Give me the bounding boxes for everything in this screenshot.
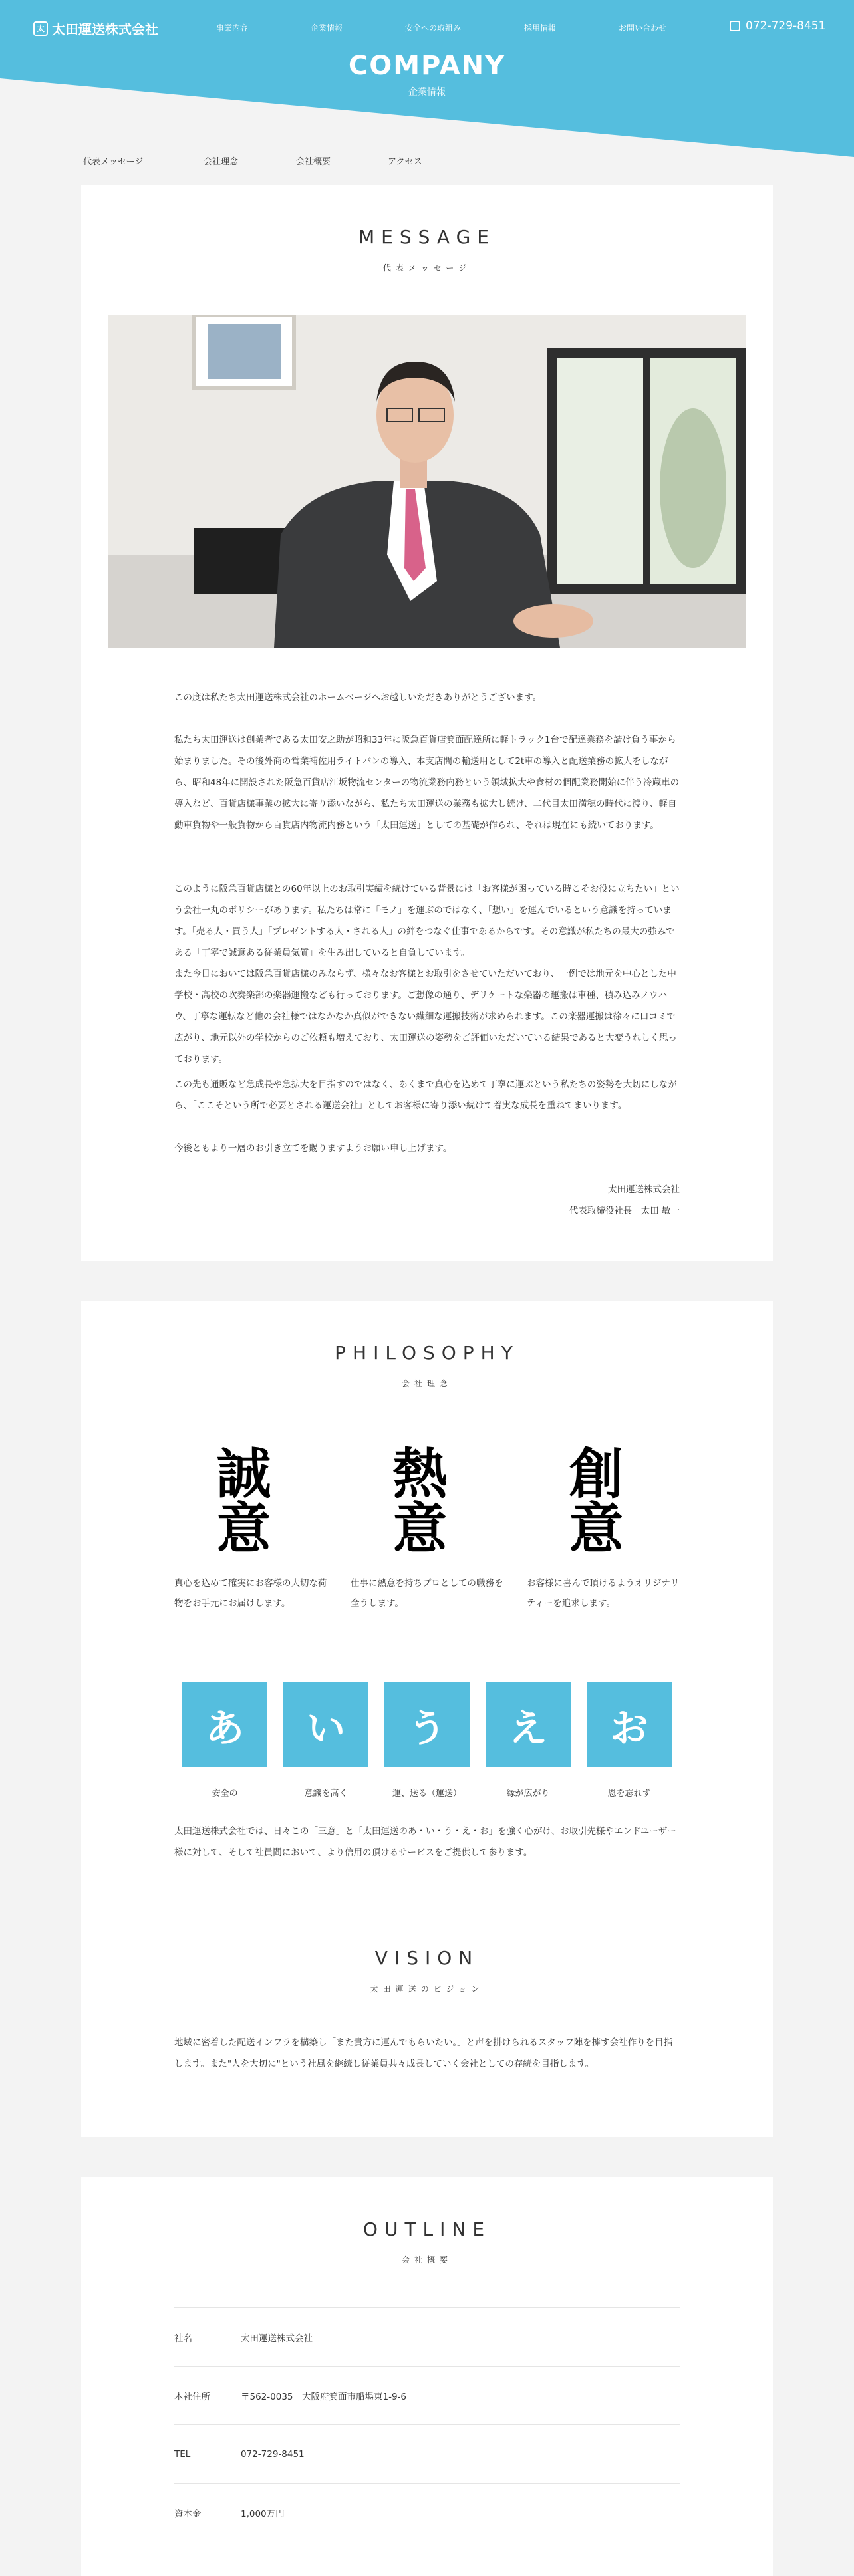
vision-subtitle: 太田運送のビジョン [370,1984,484,1994]
page-title: COMPANY [348,51,506,81]
page-subtitle: 企業情報 [408,87,446,98]
aiueo-tile-a: あ [182,1682,267,1767]
philosophy-title: PHILOSOPHY [335,1342,519,1364]
message-paragraph-1: この度は私たち太田運送株式会社のホームページへお越しいただきありがとうございます。 [174,692,542,703]
outline-value: 〒562-0035 大阪府箕面市船場東1-9-6 [241,2391,407,2402]
anchor-message[interactable]: 代表メッセージ [83,157,144,167]
header-phone[interactable] [730,19,825,33]
nav-item-company[interactable]: 企業情報 [311,23,343,33]
anchor-outline[interactable]: 会社概要 [296,157,331,167]
philosophy-subtitle: 会社理念 [401,1379,452,1388]
philosophy-section [81,1301,773,2137]
logo-text: 太田運送株式会社 [52,21,158,37]
aiueo-tile-e: え [486,1682,571,1767]
outline-value: 1,000万円 [241,2508,285,2519]
aiueo-label-u: 運、送る（運送） [392,1789,462,1799]
outline-subtitle: 会社概要 [401,2255,452,2265]
aiueo-label-a: 安全の [212,1789,238,1799]
outline-key: 社名 [174,2333,192,2344]
nav-item-business[interactable]: 事業内容 [216,23,249,33]
nav-item-safety[interactable]: 安全への取組み [405,23,462,33]
vision-title: VISION [374,1947,480,1969]
aiueo-tile-u: う [384,1682,470,1767]
philosophy-item-seii [174,1430,327,1613]
anchor-philosophy[interactable]: 会社理念 [204,157,239,167]
philosophy-text-netsui: 仕事に熱意を持ちプロとしての職務を全うします。 [351,1578,503,1609]
outline-key: TEL [174,2448,191,2460]
signature-company: 太田運送株式会社 [608,1184,680,1195]
nav-item-recruit[interactable]: 採用情報 [524,23,557,33]
kanji-seii: 誠意 [208,1445,271,1554]
message-paragraph-2: 私たち太田運送は創業者である太田安之助が昭和33年に阪急百貨店箕面配達所に軽トラック1台で配達業務を請け負う事から始まりました。その後外商の営業補佐用ライトバンの導入、本支店間の輸送用として2t車の導入と配送業務の拡大をしながら、昭和48年に開設された阪急百貨店江坂物流センターの物流業務内務という領域拡大や食材の個配業務開始に伴う冷蔵車の導入など、百貨店様事業の拡大に寄り添いながら、私たち太田運送の業務も拡大し続け、二代目太田満穂の時代に渡り、軽自動車貨物や一般貨物から百貨店内物流内務という「太田運送」としての基礎が作られ、それは現在にも続いております。 [174,735,680,831]
message-subtitle: 代表メッセージ [382,263,472,273]
global-nav [0,22,854,35]
message-paragraph-5: 今後ともより一層のお引き立てを賜りますようお願い申し上げます。 [174,1143,452,1154]
aiueo-tile-o: お [587,1682,672,1767]
aiueo-label-e: 縁が広がり [506,1789,550,1799]
kanji-netsui: 熱意 [384,1445,448,1554]
outline-value: 072-729-8451 [241,2448,305,2460]
message-paragraph-4: この先も通販など急成長や急拡大を目指すのではなく、あくまで真心を込めて丁寧に運ぶという私たちの姿勢を大切にしながら、「ここそという所で必要とされる運送会社」としてお客様に寄り添い続けて着実な成長を重ねてまいります。 [174,1079,677,1111]
aiueo-label-i: 意識を高く [304,1789,348,1799]
phone-icon [730,21,740,31]
logo-mark-icon: 太 [33,21,48,36]
phone-number: 072-729-8451 [746,19,826,33]
philosophy-text-seii: 真心を込めて確実にお客様の大切な荷物をお手元にお届けします。 [174,1578,327,1609]
message-title: MESSAGE [358,226,496,248]
outline-value: 太田運送株式会社 [241,2333,313,2344]
message-paragraph-3: このように阪急百貨店様との60年以上のお取引実績を続けている背景には「お客様が困っている時こそお役に立ちたい」という会社一丸のポリシーがあります。私たちは常に「モノ」を運ぶのではなく、「想い」を運んでいるという意識を持っています。「売る人・買う人」「プレゼントする人・される人」の絆をつなぐ仕事であるからです。その意識が私たちの最大の強みである「丁寧で誠意ある従業員気質」を生み出していると自負しています。 また今日においては阪急百貨店様のみならず、様々なお客様とお取引をさせていただいており、一例では地元を中心とした中学校・高校の吹奏楽部の楽器運搬なども行っております。ご想像の通り、デリケートな楽器の運搬は車種、積み込みノウハウ、丁寧な運転など他の会社様ではなかなか真似ができない繊細な運搬技術が求められます。この楽器運搬は徐々に口コミで広がり、地元以外の学校からのご依頼も増えており、太田運送の姿勢をご評価いただいている結果であると大変うれしく思っております。 [174,884,680,1065]
outline-key: 本社住所 [174,2391,210,2402]
outline-row-address [174,2366,680,2424]
signature-name: 代表取締役社長 太田 敏一 [569,1206,680,1216]
outline-row-capital [174,2483,680,2541]
outline-row-name [174,2307,680,2366]
outline-title: OUTLINE [362,2218,492,2240]
outline-key: 資本金 [174,2508,202,2519]
outline-section [81,2177,773,2576]
kanji-soui: 創意 [560,1445,624,1554]
philosophy-item-netsui [351,1430,503,1613]
philosophy-item-soui [527,1430,680,1613]
president-photo [108,315,746,648]
anchor-access[interactable]: アクセス [388,157,422,167]
outline-row-tel [174,2424,680,2483]
message-section [81,185,773,1261]
aiueo-tile-i: い [283,1682,368,1767]
philosophy-text-soui: お客様に喜んで頂けるようオリジナリティーを追求します。 [527,1578,680,1609]
aiueo-label-o: 恩を忘れず [607,1789,651,1799]
vision-text: 地域に密着した配送インフラを構築し「また貴方に運んでもらいたい。」と声を掛けられるスタッフ陣を擁す会社作りを目指します。また"人を大切に"という社風を継続し従業員共々成長していく会社としての存続を目指します。 [174,2037,673,2069]
nav-item-contact[interactable]: お問い合わせ [619,23,667,33]
philosophy-closing: 太田運送株式会社では、日々この「三意」と「太田運送のあ・い・う・え・お」を強く心がけ、お取引先様やエンドユーザー様に対して、そして社員間において、より信用の頂けるサービスをご提供して参ります。 [174,1826,676,1858]
